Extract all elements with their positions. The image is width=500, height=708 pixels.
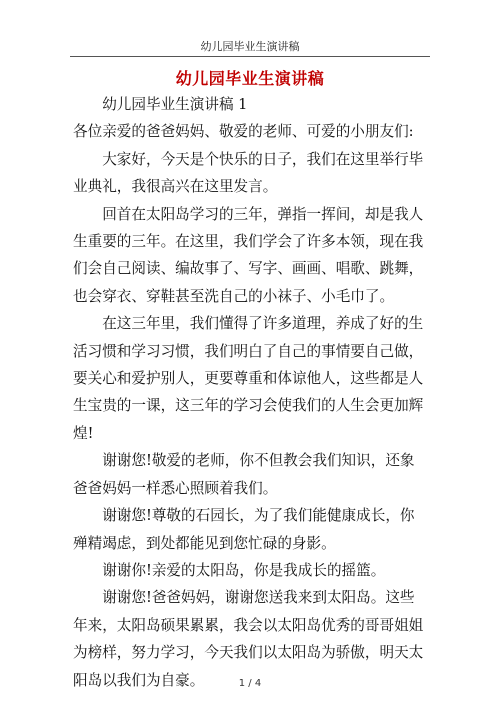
document-subtitle: 幼儿园毕业生演讲稿 1 — [102, 96, 248, 113]
document-body — [73, 91, 427, 694]
paragraph: 回首在太阳岛学习的三年，弹指一挥间，却是我人生重要的三年。在这里，我们学会了许多本领，现在我们会自己阅读、编故事了、写字、画画、唱歌、跳舞，也会穿衣、穿鞋甚至洗自己的小袜子、小毛巾了。 — [73, 205, 424, 305]
paragraph: 在这三年里，我们懂得了许多道理，养成了好的生活习惯和学习习惯，我们明白了自己的事情要自己做，要关心和爱护别人，更要尊重和体谅他人，这些都是人生宝贵的一课，这三年的学习会使我们的人生会更加辉煌! — [73, 315, 424, 442]
page-number: 1 / 4 — [238, 678, 262, 689]
running-header: 幼儿园毕业生演讲稿 — [200, 40, 300, 53]
paragraph: 谢谢您!爸爸妈妈，谢谢您送我来到太阳岛。这些年来，太阳岛硕果累累，我会以太阳岛优秀的哥哥姐姐为榜样，努力学习，今天我们以太阳岛为骄傲，明天太阳岛以我们为自豪。 — [73, 589, 424, 689]
paragraph: 大家好，今天是个快乐的日子，我们在这里举行毕业典礼，我很高兴在这里发言。 — [73, 150, 424, 196]
paragraph: 谢谢您!尊敬的石园长，为了我们能健康成长，你殚精竭虑，到处都能见到您忙碌的身影。 — [73, 507, 415, 552]
salutation: 各位亲爱的爸爸妈妈、敬爱的老师、可爱的小朋友们: — [73, 123, 414, 141]
paragraph: 谢谢你!亲爱的太阳岛，你是我成长的摇篮。 — [102, 561, 386, 579]
paragraph: 谢谢您!敬爱的老师，你不但教会我们知识，还象爸爸妈妈一样悉心照顾着我们。 — [73, 452, 415, 497]
document-title: 幼儿园毕业生演讲稿 — [175, 69, 325, 88]
header-rule — [70, 56, 430, 57]
